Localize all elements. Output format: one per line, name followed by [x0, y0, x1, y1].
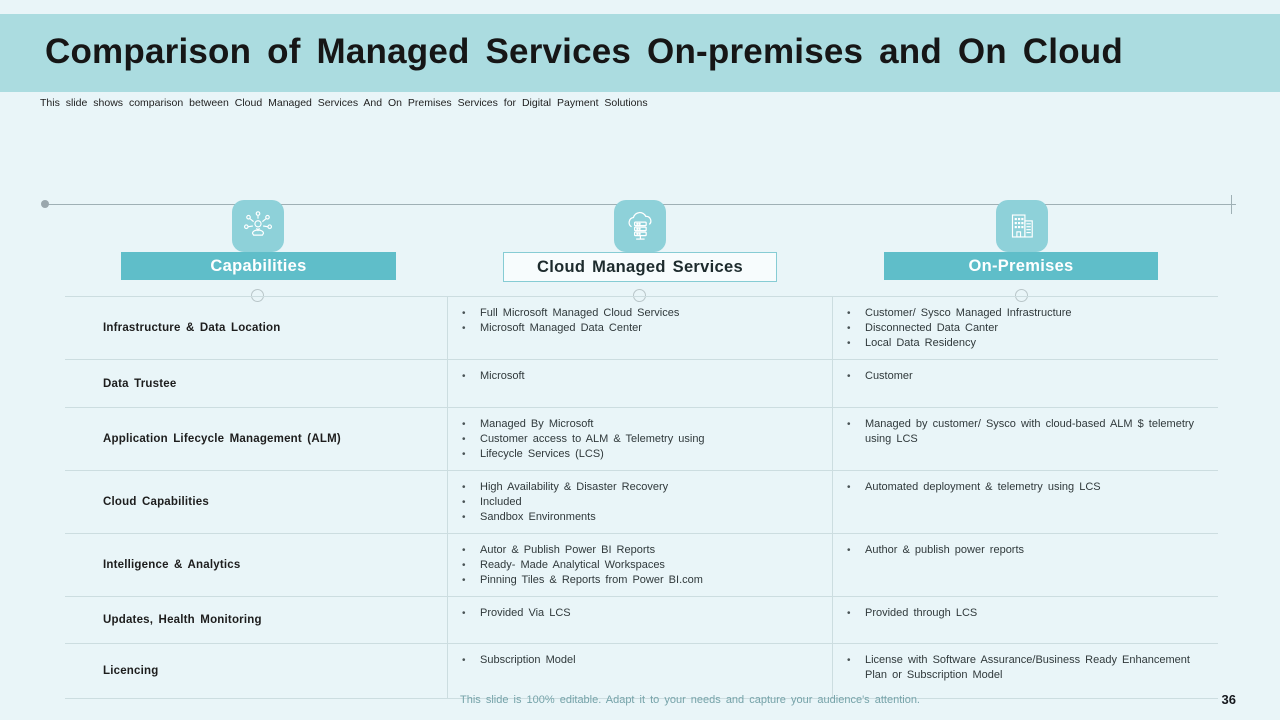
onprem-cell [832, 534, 1218, 596]
slide-subtitle: This slide shows comparison between Cloud Managed Services And On Premises Services for Digital Payment Solutions [40, 97, 648, 109]
bullet-item: • Managed By Microsoft [460, 417, 818, 432]
cloud-server-icon [614, 200, 666, 252]
onprem-cell [832, 597, 1218, 643]
bullet-item: • Customer [845, 369, 1204, 384]
bullet-item: • Customer/ Sysco Managed Infrastructure [845, 306, 1204, 321]
bullet-item: • Customer access to ALM & Telemetry using [460, 432, 818, 447]
capability-label: Updates, Health Monitoring [103, 614, 262, 626]
bullet-item: • Local Data Residency [845, 336, 1204, 351]
bullet-item: • Automated deployment & telemetry using LCS [845, 480, 1204, 495]
onprem-cell [832, 644, 1218, 698]
capability-label: Infrastructure & Data Location [103, 322, 281, 334]
capability-label: Cloud Capabilities [103, 496, 209, 508]
cloud-cell [447, 644, 832, 698]
bullet-item: • Subscription Model [460, 653, 818, 668]
table-row [65, 644, 1218, 699]
bullet-item: • Lifecycle Services (LCS) [460, 447, 818, 462]
bullet-item: • Provided through LCS [845, 606, 1204, 621]
table-row [65, 597, 1218, 644]
bullet-item: • Included [460, 495, 818, 510]
timeline-end-tick [1231, 195, 1232, 214]
capability-label: Data Trustee [103, 377, 177, 390]
comparison-table [65, 296, 1218, 699]
bullet-item: • Managed by customer/ Sysco with cloud-based ALM $ telemetry using LCS [845, 417, 1204, 447]
onprem-cell [832, 408, 1218, 470]
table-row [65, 408, 1218, 471]
page-title: Comparison of Managed Services On-premises and On Cloud [45, 32, 1123, 72]
page-number: 36 [1221, 692, 1236, 707]
column-header-cloud-managed-services: Cloud Managed Services [503, 252, 777, 282]
onprem-cell [832, 471, 1218, 533]
onprem-cell [832, 297, 1218, 359]
people-network-icon [232, 200, 284, 252]
column-header-on-premises: On-Premises [884, 252, 1158, 280]
footer-note: This slide is 100% editable. Adapt it to your needs and capture your audience's attention. [460, 694, 920, 706]
bullet-item: • High Availability & Disaster Recovery [460, 480, 818, 495]
capability-label: Intelligence & Analytics [103, 559, 241, 571]
bullet-item: • Disconnected Data Canter [845, 321, 1204, 336]
bullet-item: • Microsoft [460, 369, 818, 384]
bullet-item: • Autor & Publish Power BI Reports [460, 543, 818, 558]
title-band [0, 14, 1280, 92]
cloud-cell [447, 471, 832, 533]
bullet-item: • Full Microsoft Managed Cloud Services [460, 306, 818, 321]
cloud-cell [447, 360, 832, 407]
onprem-cell [832, 360, 1218, 407]
table-row [65, 471, 1218, 534]
timeline-start-dot [41, 200, 49, 208]
bullet-item: • Ready- Made Analytical Workspaces [460, 558, 818, 573]
cloud-cell [447, 408, 832, 470]
capability-label: Licencing [103, 665, 159, 677]
capability-label: Application Lifecycle Management (ALM) [103, 433, 341, 445]
cloud-cell [447, 297, 832, 359]
bullet-item: • Author & publish power reports [845, 543, 1204, 558]
table-row [65, 360, 1218, 408]
column-header-capabilities: Capabilities [121, 252, 396, 280]
building-icon [996, 200, 1048, 252]
bullet-item: • Provided Via LCS [460, 606, 818, 621]
bullet-item: • Pinning Tiles & Reports from Power BI.com [460, 573, 818, 588]
bullet-item: • Microsoft Managed Data Center [460, 321, 818, 336]
cloud-cell [447, 597, 832, 643]
cloud-cell [447, 534, 832, 596]
bullet-item: • Sandbox Environments [460, 510, 818, 525]
table-row [65, 534, 1218, 597]
bullet-item: • License with Software Assurance/Business Ready Enhancement Plan or Subscription Model [845, 653, 1204, 683]
table-row [65, 297, 1218, 360]
